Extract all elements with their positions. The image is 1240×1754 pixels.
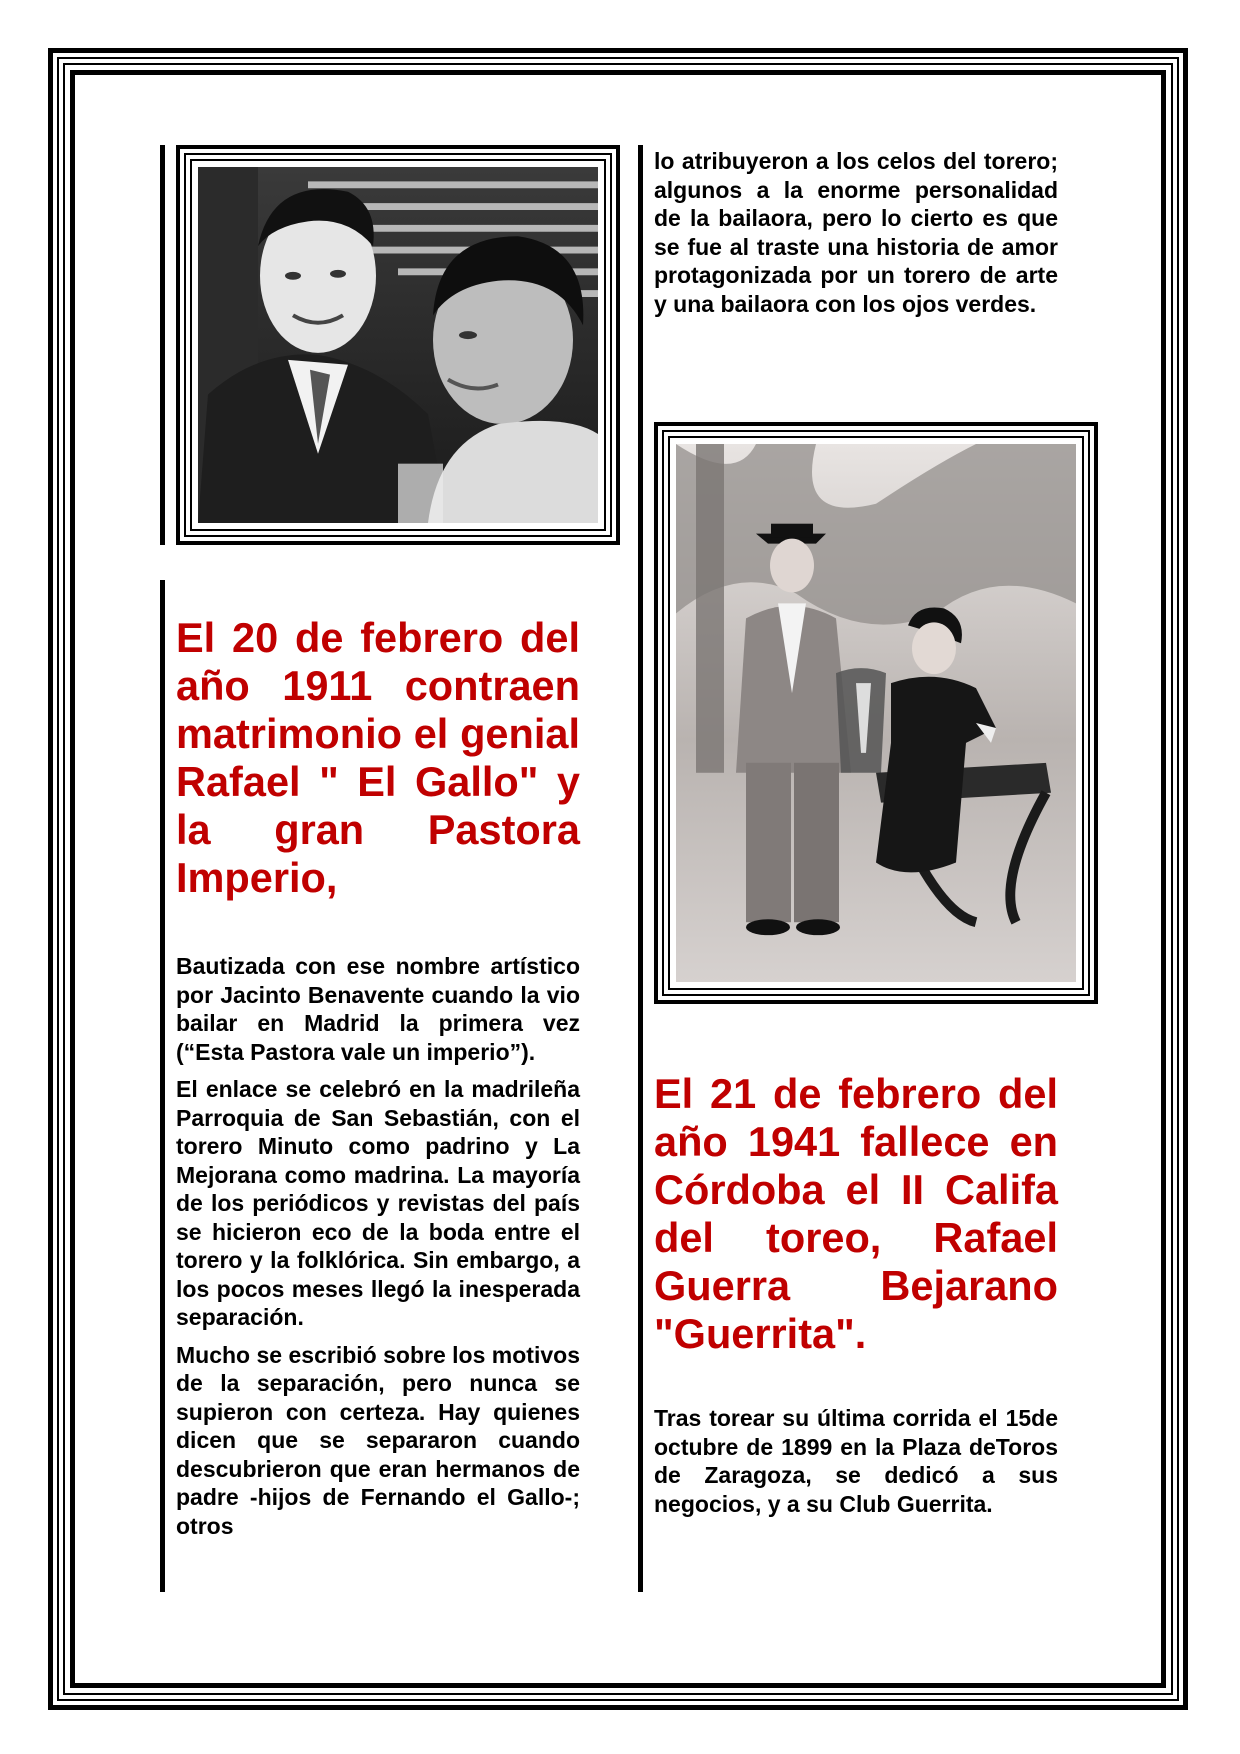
left-paragraph-1: Bautizada con ese nombre artístico por Jacinto Benavente cuando la vio bailar en Madrid la primera vez (“Esta Pastora vale un imperio”).: [176, 953, 580, 1065]
photo-frame-left: [176, 145, 620, 545]
right-paragraph: Tras torear su última corrida el 15de octubre de 1899 en la Plaza deToros de Zaragoza, se dedicó a sus negocios, y a su Club Guerrita.: [654, 1405, 1058, 1517]
right-body: [654, 1404, 1058, 1527]
photo-frame-right: [654, 422, 1098, 1004]
photo-couple-icon: [676, 444, 1076, 982]
left-rule-bottom: [160, 580, 165, 1592]
left-body: [176, 952, 580, 1549]
right-continuation: [654, 147, 1058, 327]
right-headline: El 21 de febrero del año 1941 fallece en Córdoba el II Califa del toreo, Rafael Guerra Bejarano "Guerrita".: [654, 1070, 1058, 1357]
left-paragraph-3: Mucho se escribió sobre los motivos de la separación, pero nunca se supieron con certeza. Hay quienes dicen que se separaron cuando descubrieron que eran hermanos de padre -hijos de Fernando el Gallo-; otros: [176, 1341, 580, 1539]
left-headline: El 20 de febrero del año 1911 contraen matrimonio el genial Rafael " El Gallo" y la gran Pastora Imperio,: [176, 614, 580, 901]
right-continuation-text: lo atribuyeron a los celos del torero; algunos a la enorme personalidad de la bailaora, pero lo cierto es que se fue al traste una historia de amor protagonizada por un torero de arte y una bailaora con los ojos verdes.: [654, 148, 1058, 317]
left-rule-top: [160, 145, 165, 545]
photo-two-men-icon: [198, 167, 598, 523]
column-divider: [638, 145, 643, 1592]
left-paragraph-2: El enlace se celebró en la madrileña Parroquia de San Sebastián, con el torero Minuto como padrino y La Mejorana como madrina. La mayoría de los periódicos y revistas del país se hicieron eco de la boda entre el torero y la folklórica. Sin embargo, a los pocos meses llegó la inesperada separación.: [176, 1076, 580, 1330]
